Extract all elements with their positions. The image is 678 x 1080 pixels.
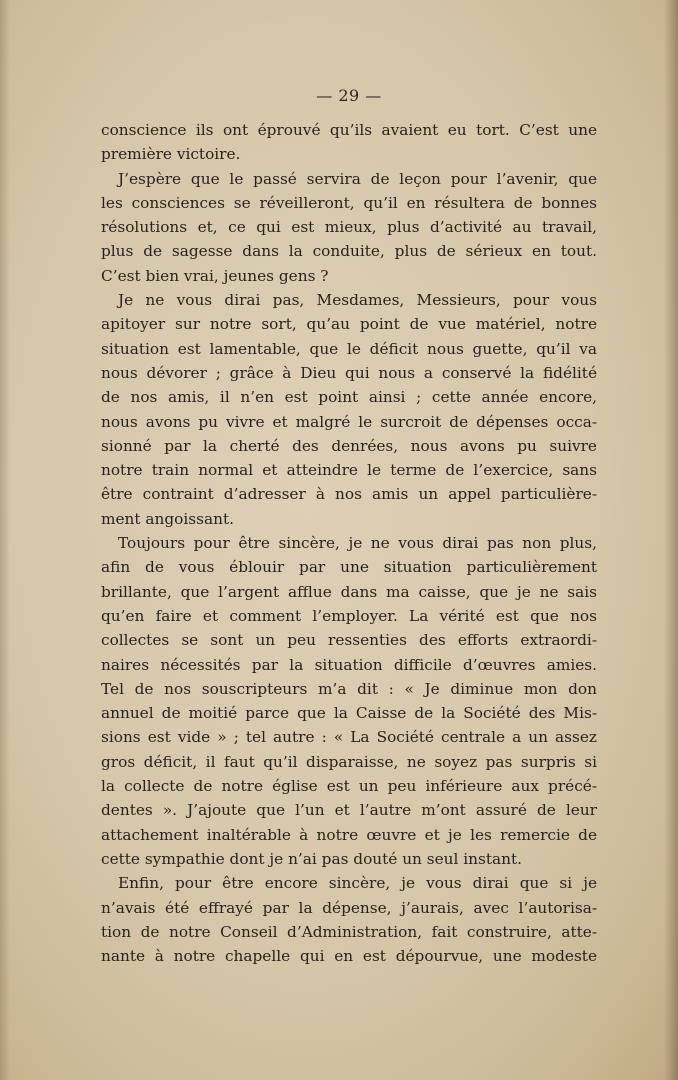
text-line: qu’en faire et comment l’employer. La vérité est que nos — [101, 606, 597, 625]
text-line: apitoyer sur notre sort, qu’au point de vue matériel, notre — [101, 315, 597, 334]
text-line: C’est bien vrai, jeunes gens ? — [101, 266, 329, 285]
text-line: les consciences se réveilleront, qu’il en résultera de bonnes — [101, 193, 597, 212]
text-line: J’espère que le passé servira de leçon pour l’avenir, que — [118, 169, 597, 188]
text-line: être contraint d’adresser à nos amis un appel particulière- — [101, 485, 597, 504]
text-line: n’avais été effrayé par la dépense, j’aurais, avec l’autorisa- — [101, 898, 597, 917]
text-line: sions est vide » ; tel autre : « La Société centrale a un assez — [101, 728, 597, 747]
text-line: tion de notre Conseil d’Administration, fait construire, atte- — [101, 922, 597, 941]
text-line: ment angoissant. — [101, 509, 234, 528]
text-line: Toujours pour être sincère, je ne vous dirai pas non plus, — [118, 534, 597, 553]
text-line: sionné par la cherté des denrées, nous avons pu suivre — [101, 436, 597, 455]
body-text — [101, 118, 597, 968]
text-line: plus de sagesse dans la conduite, plus de sérieux en tout. — [101, 242, 597, 261]
text-line: Tel de nos souscripteurs m’a dit : « Je diminue mon don — [101, 679, 597, 698]
text-line: brillante, que l’argent afflue dans ma caisse, que je ne sais — [101, 582, 597, 601]
text-line: Enfin, pour être encore sincère, je vous dirai que si je — [118, 874, 597, 893]
text-line: situation est lamentable, que le déficit nous guette, qu’il va — [101, 339, 597, 358]
text-line: dentes ». J’ajoute que l’un et l’autre m’ont assuré de leur — [101, 801, 597, 820]
text-line: de nos amis, il n’en est point ainsi ; cette année encore, — [101, 388, 597, 407]
page-number: — 29 — — [316, 86, 382, 105]
text-line: première victoire. — [101, 145, 241, 164]
page-left-edge-shadow — [0, 0, 10, 1080]
text-line: collectes se sont un peu ressenties des efforts extraordi- — [101, 631, 597, 650]
text-line: nante à notre chapelle qui en est dépourvue, une modeste — [101, 947, 597, 966]
text-line: conscience ils ont éprouvé qu’ils avaient eu tort. C’est une — [101, 121, 597, 139]
text-line: notre train normal et atteindre le terme de l’exercice, sans — [101, 461, 597, 480]
text-line: cette sympathie dont je n’ai pas douté un seul instant. — [101, 849, 522, 868]
text-line: gros déficit, il faut qu’il disparaisse, ne soyez pas surpris si — [101, 752, 597, 771]
text-line: Je ne vous dirai pas, Mesdames, Messieurs, pour vous — [118, 291, 597, 310]
text-line: nous dévorer ; grâce à Dieu qui nous a conservé la fidélité — [101, 363, 597, 382]
page-right-edge-shadow — [664, 0, 678, 1080]
text-line: la collecte de notre église est un peu inférieure aux précé- — [101, 777, 597, 796]
text-line: afin de vous éblouir par une situation particulièrement — [101, 558, 597, 577]
text-line: attachement inaltérable à notre œuvre et je les remercie de — [101, 825, 597, 844]
text-line: naires nécessités par la situation difficile d’œuvres amies. — [101, 655, 597, 674]
text-line: nous avons pu vivre et malgré le surcroit de dépenses occa- — [101, 412, 597, 431]
text-line: résolutions et, ce qui est mieux, plus d’activité au travail, — [101, 218, 597, 237]
text-line: annuel de moitié parce que la Caisse de la Société des Mis- — [101, 704, 597, 723]
